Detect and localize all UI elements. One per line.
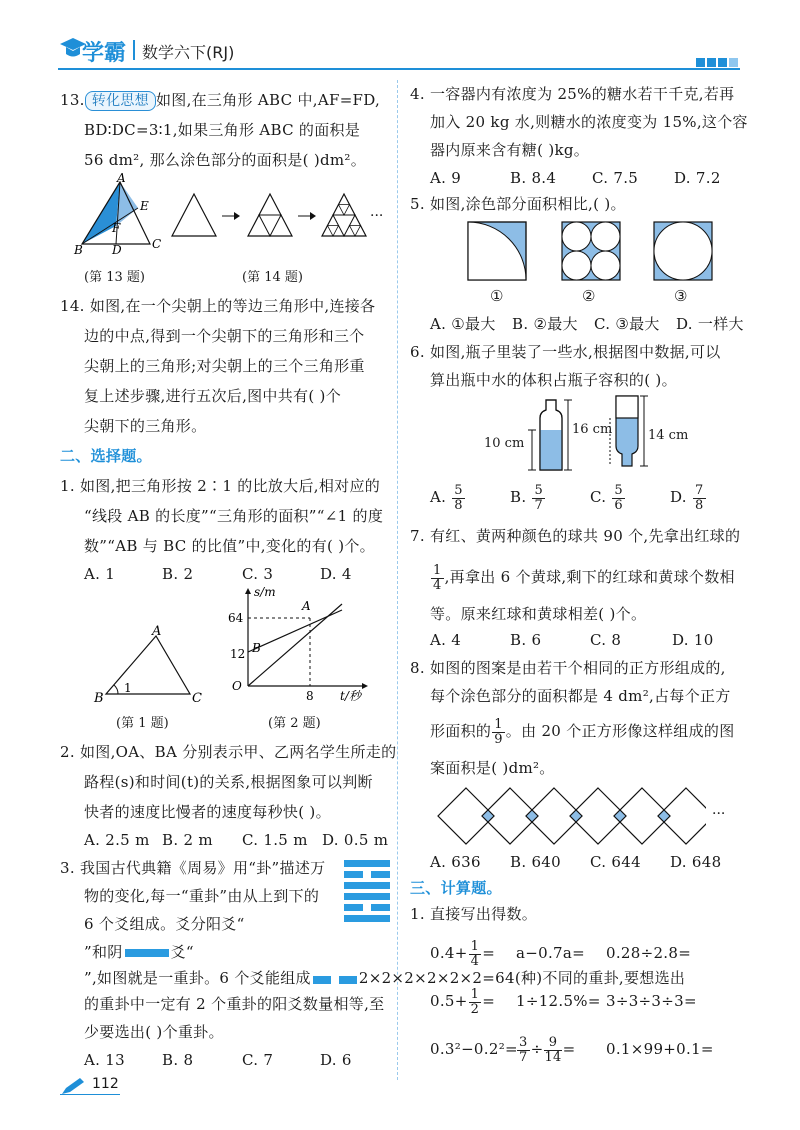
q13-line-3: 56 dm², 那么涂色部分的面积是( )dm²。 (84, 151, 367, 169)
q13-label-b: B (74, 243, 83, 254)
c3-line-3: 6 个爻组成。爻分阳爻“ (84, 915, 245, 933)
book-title: 数学六下(RJ) (142, 43, 235, 62)
pencil-icon (60, 1076, 86, 1096)
c6-line-1: 6. 如图,瓶子里装了一些水,根据图中数据,可以 (410, 343, 721, 361)
calc-row-3: 0.3²−0.2²= $\frac{3}{7}$ ÷ $\frac{9}{14}$ = 0.1×99+0.1= (430, 1034, 714, 1065)
c5-figures (460, 220, 740, 282)
c8-fraction: $\frac{1}{9}$ (494, 716, 503, 747)
c1-option-c[interactable]: C. 3 (242, 565, 274, 583)
c6-dim-10: 10 cm (484, 436, 525, 451)
c4-line-2: 加入 20 kg 水,则糖水的浓度变为 15%,这个容 (430, 113, 748, 131)
q13-figure (68, 172, 168, 254)
c3-option-a[interactable]: A. 13 (84, 1051, 125, 1069)
graph-point-a: A (302, 599, 311, 613)
c4-option-c[interactable]: C. 7.5 (592, 169, 639, 187)
q14-caption: (第 14 题) (242, 270, 303, 285)
hexagram-figure (344, 860, 390, 922)
c2-option-a[interactable]: A. 2.5 m (84, 831, 150, 849)
page-number: 112 (92, 1076, 119, 1092)
c6-line-2: 算出瓶中水的体积占瓶子容积的( )。 (430, 371, 677, 389)
c5-option-d[interactable]: D. 一样大 (676, 315, 744, 333)
c7-fraction: $\frac{1}{4}$ (433, 562, 442, 593)
yin-yao-symbol (313, 969, 357, 989)
section-3-title: 三、计算题。 (410, 879, 502, 897)
c7-option-b[interactable]: B. 6 (510, 631, 542, 649)
c3-options (84, 1050, 352, 1070)
yang-yao-symbol (125, 949, 169, 957)
c8-option-d[interactable]: D. 648 (670, 853, 722, 871)
c6-option-c[interactable]: C. $\frac{5}{6}$ (590, 482, 623, 513)
brand-name: 学霸 (82, 41, 127, 66)
c4-option-a[interactable]: A. 9 (430, 169, 462, 187)
q14-line-1: 14. 如图,在一个尖朝上的等边三角形中,连接各 (60, 297, 376, 315)
column-divider (397, 80, 398, 1080)
c1-options (84, 564, 352, 584)
c8-option-b[interactable]: B. 640 (510, 853, 561, 871)
c1-line-2: “线段 AB 的长度”“三角形的面积”“∠1 的度 (84, 507, 384, 525)
graph-tick-64: 64 (228, 611, 244, 625)
c3-line-4: ”和阴 爻“ (84, 943, 194, 961)
c7-option-d[interactable]: D. 10 (672, 631, 714, 649)
c7-option-c[interactable]: C. 8 (590, 631, 622, 649)
q14-line-2: 边的中点,得到一个尖朝下的三角形和三个 (84, 327, 365, 345)
c7-option-a[interactable]: A. 4 (430, 631, 462, 649)
c8-ellipsis: ··· (712, 806, 726, 822)
c8-diamond-pattern (436, 786, 706, 846)
calc-row-2: 0.5+ $\frac{1}{2}$ = 1÷12.5%= 3÷3÷3÷3= (430, 986, 697, 1017)
c7-line-3: 等。原来红球和黄球相差( )个。 (430, 605, 647, 623)
c3-line-1: 3. 我国古代典籍《周易》用“卦”描述万 (60, 859, 326, 877)
header-divider (133, 40, 135, 60)
c6-options (430, 480, 707, 514)
c5-label-2: ② (582, 287, 596, 305)
c1-option-b[interactable]: B. 2 (162, 565, 194, 583)
fig1-angle-label: 1 (124, 681, 132, 695)
calc-intro: 1. 直接写出得数。 (410, 905, 538, 923)
c5-option-a[interactable]: A. ①最大 (430, 315, 496, 333)
q13-caption: (第 13 题) (84, 270, 145, 285)
c8-option-a[interactable]: A. 636 (430, 853, 481, 871)
c3-line-6: 的重卦中一定有 2 个重卦的阳爻数量相等,至 (84, 995, 385, 1013)
q13-label-c: C (152, 237, 162, 251)
c3-line-2: 物的变化,每一“重卦”由从上到下的 (84, 887, 320, 905)
c8-line-3: 形面积的 $\frac{1}{9}$ 。由 20 个正方形像这样组成的图 (430, 716, 735, 747)
calc-row-1: 0.4+ $\frac{1}{4}$ = a−0.7a= 0.28÷2.8= (430, 938, 692, 969)
header-rule (58, 68, 740, 70)
c8-option-c[interactable]: C. 644 (590, 853, 641, 871)
c4-options (430, 168, 721, 188)
c6-option-d[interactable]: D. $\frac{7}{8}$ (670, 482, 704, 513)
q13-label-d: D (112, 243, 122, 254)
c4-option-b[interactable]: B. 8.4 (510, 169, 557, 187)
fig1-label-c: C (192, 691, 202, 704)
c4-option-d[interactable]: D. 7.2 (674, 169, 721, 187)
c1-line-1: 1. 如图,把三角形按 2∶1 的比放大后,相对应的 (60, 477, 381, 495)
fig2-caption: (第 2 题) (268, 716, 321, 731)
c6-option-b[interactable]: B. $\frac{5}{7}$ (510, 482, 544, 513)
c1-option-a[interactable]: A. 1 (84, 565, 116, 583)
c8-line-1: 8. 如图的图案是由若干个相同的正方形组成的, (410, 659, 726, 677)
c2-line-3: 快者的速度比慢者的速度每秒快( )。 (84, 803, 331, 821)
c5-option-c[interactable]: C. ③最大 (594, 315, 660, 333)
c2-line-2: 路程(s)和时间(t)的关系,根据图象可以判断 (84, 773, 373, 791)
c6-dim-14: 14 cm (648, 428, 689, 443)
graph-tick-8: 8 (306, 689, 314, 702)
q14-figure (170, 192, 375, 244)
c4-line-3: 器内原来含有糖( )kg。 (430, 141, 590, 159)
graph-xlabel: t/秒 (340, 689, 361, 702)
c7-line-2: $\frac{1}{4}$ ,再拿出 6 个黄球,剩下的红球和黄球个数相 (433, 562, 735, 593)
q13-tag: 转化思想 (85, 91, 156, 111)
c8-line-4: 案面积是( )dm²。 (430, 759, 555, 777)
c8-line-2: 每个涂色部分的面积都是 4 dm²,占每个正方 (430, 687, 731, 705)
c7-options (430, 630, 714, 650)
section-2-title: 二、选择题。 (60, 447, 152, 465)
c3-option-d[interactable]: D. 6 (320, 1051, 352, 1069)
c5-options (430, 314, 744, 334)
q14-line-3: 尖朝上的三角形;对尖朝上的三个三角形重 (84, 357, 365, 375)
graph-tick-12: 12 (230, 647, 246, 661)
c2-options (84, 830, 388, 850)
q13-label-f: F (112, 221, 121, 235)
c1-option-d[interactable]: D. 4 (320, 565, 352, 583)
c1-figure-triangle (92, 622, 202, 704)
c2-option-d[interactable]: D. 0.5 m (322, 831, 389, 849)
q13-label-e: E (140, 199, 149, 213)
q13-line-2: BD∶DC=3∶1,如果三角形 ABC 的面积是 (84, 121, 361, 139)
c6-option-a[interactable]: A. $\frac{5}{8}$ (430, 482, 463, 513)
c5-label-3: ③ (674, 287, 688, 305)
c5-label-1: ① (490, 287, 504, 305)
graph-origin: O (232, 679, 242, 693)
fig1-label-b: B (94, 691, 104, 704)
c8-options (430, 852, 721, 872)
q14-line-5: 尖朝下的三角形。 (84, 417, 207, 435)
graph-point-b: B (252, 641, 261, 655)
header-squares (696, 52, 738, 71)
c5-line-1: 5. 如图,涂色部分面积相比,( )。 (410, 195, 626, 213)
c5-option-b[interactable]: B. ②最大 (512, 315, 578, 333)
c3-line-5: ”,如图就是一重卦。6 个爻能组成 2×2×2×2×2×2=64(种)不同的重卦,要想选出 (84, 969, 686, 987)
c2-option-b[interactable]: B. 2 m (162, 831, 213, 849)
q13-label-a: A (117, 172, 126, 185)
c4-line-1: 4. 一容器内有浓度为 25%的糖水若干千克,若再 (410, 85, 735, 103)
fig1-label-a: A (152, 624, 162, 639)
c2-graph (226, 586, 376, 702)
graph-ylabel: s/m (254, 586, 276, 599)
c1-line-3: 数”“AB 与 BC 的比值”中,变化的有( )个。 (84, 537, 375, 555)
c6-dim-16: 16 cm (572, 422, 613, 437)
c7-line-1: 7. 有红、黄两种颜色的球共 90 个,先拿出红球的 (410, 527, 741, 545)
c3-line-7: 少要选出( )个重卦。 (84, 1023, 224, 1041)
c2-option-c[interactable]: C. 1.5 m (242, 831, 308, 849)
fig1-caption: (第 1 题) (116, 716, 169, 731)
footer-rule (60, 1094, 120, 1095)
c3-option-c[interactable]: C. 7 (242, 1051, 274, 1069)
q14-ellipsis: ··· (370, 208, 384, 224)
c2-line-1: 2. 如图,OA、BA 分别表示甲、乙两名学生所走的 (60, 743, 397, 761)
c3-option-b[interactable]: B. 8 (162, 1051, 194, 1069)
q14-line-4: 复上述步骤,进行五次后,图中共有( )个 (84, 387, 342, 405)
q13-line-1: 13. 转化思想 如图,在三角形 ABC 中,AF=FD, (60, 91, 381, 109)
